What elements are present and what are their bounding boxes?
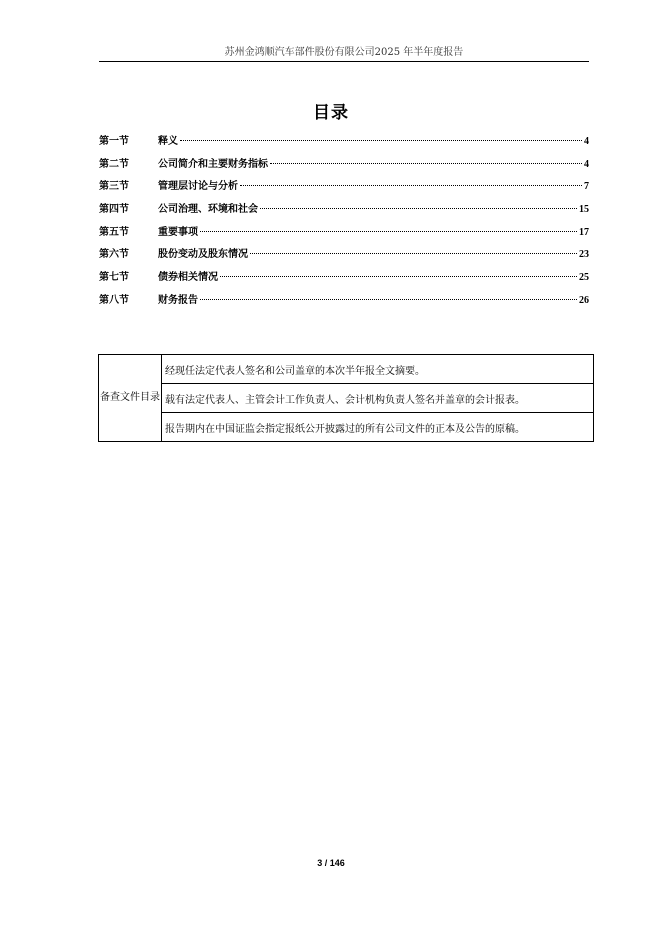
toc-dot-leader — [260, 208, 577, 209]
toc-section-number: 第六节 — [99, 249, 129, 261]
toc-entry-5[interactable] — [99, 222, 589, 245]
reference-documents-label: 备查文件目录 — [99, 355, 162, 442]
toc-page-number: 26 — [579, 294, 589, 306]
reference-documents-table — [98, 354, 594, 442]
toc-section-title: 管理层讨论与分析 — [158, 181, 238, 193]
table-row — [99, 355, 594, 384]
table-row — [99, 384, 594, 413]
toc-page-number: 4 — [584, 158, 589, 170]
toc-entry-3[interactable] — [99, 176, 589, 199]
table-row — [99, 413, 594, 442]
toc-section-number: 第五节 — [99, 226, 129, 238]
toc-entry-7[interactable] — [99, 267, 589, 290]
toc-section-number: 第三节 — [99, 181, 129, 193]
toc-dot-leader — [250, 253, 577, 254]
toc-dot-leader — [270, 163, 582, 164]
reference-document-item: 经现任法定代表人签名和公司盖章的本次半年报全文摘要。 — [162, 355, 594, 384]
reference-document-item: 载有法定代表人、主管会计工作负责人、会计机构负责人签名并盖章的会计报表。 — [162, 384, 594, 413]
toc-section-number: 第二节 — [99, 158, 129, 170]
toc-section-title: 释义 — [158, 136, 178, 147]
toc-section-number: 第一节 — [99, 136, 129, 147]
toc-section-number: 第八节 — [99, 294, 129, 306]
toc-dot-leader — [220, 276, 577, 277]
toc-page-number: 23 — [579, 249, 589, 261]
toc-section-title: 财务报告 — [158, 294, 198, 306]
page-title: 目录 — [313, 103, 349, 123]
toc-section-title: 债券相关情况 — [158, 272, 218, 284]
running-header: 苏州金鸿顺汽车部件股份有限公司2025 年半年度报告 — [99, 44, 589, 62]
toc-page-number: 17 — [579, 226, 589, 238]
reference-document-item: 报告期内在中国证监会指定报纸公开披露过的所有公司文件的正本及公告的原稿。 — [162, 413, 594, 442]
toc-entry-2[interactable] — [99, 154, 589, 177]
toc-section-title: 重要事项 — [158, 226, 198, 238]
toc-page-number: 25 — [579, 272, 589, 284]
toc-entry-8[interactable] — [99, 290, 589, 313]
toc-entry-6[interactable] — [99, 244, 589, 267]
toc-entry-4[interactable] — [99, 199, 589, 222]
toc-section-number: 第七节 — [99, 272, 129, 284]
toc-section-title: 公司治理、环境和社会 — [158, 204, 258, 216]
toc-section-title: 股份变动及股东情况 — [158, 249, 248, 261]
toc-page-number: 7 — [584, 181, 589, 193]
toc-page-number: 4 — [584, 136, 589, 147]
toc-entry-1[interactable] — [99, 131, 589, 154]
toc-dot-leader — [240, 185, 582, 186]
toc-dot-leader — [200, 231, 577, 232]
table-of-contents — [99, 131, 589, 313]
toc-page-number: 15 — [579, 204, 589, 216]
toc-section-number: 第四节 — [99, 204, 129, 216]
toc-dot-leader — [180, 140, 582, 141]
page-number-indicator: 3 / 146 — [317, 858, 345, 868]
toc-section-title: 公司简介和主要财务指标 — [158, 158, 268, 170]
toc-dot-leader — [200, 299, 577, 300]
